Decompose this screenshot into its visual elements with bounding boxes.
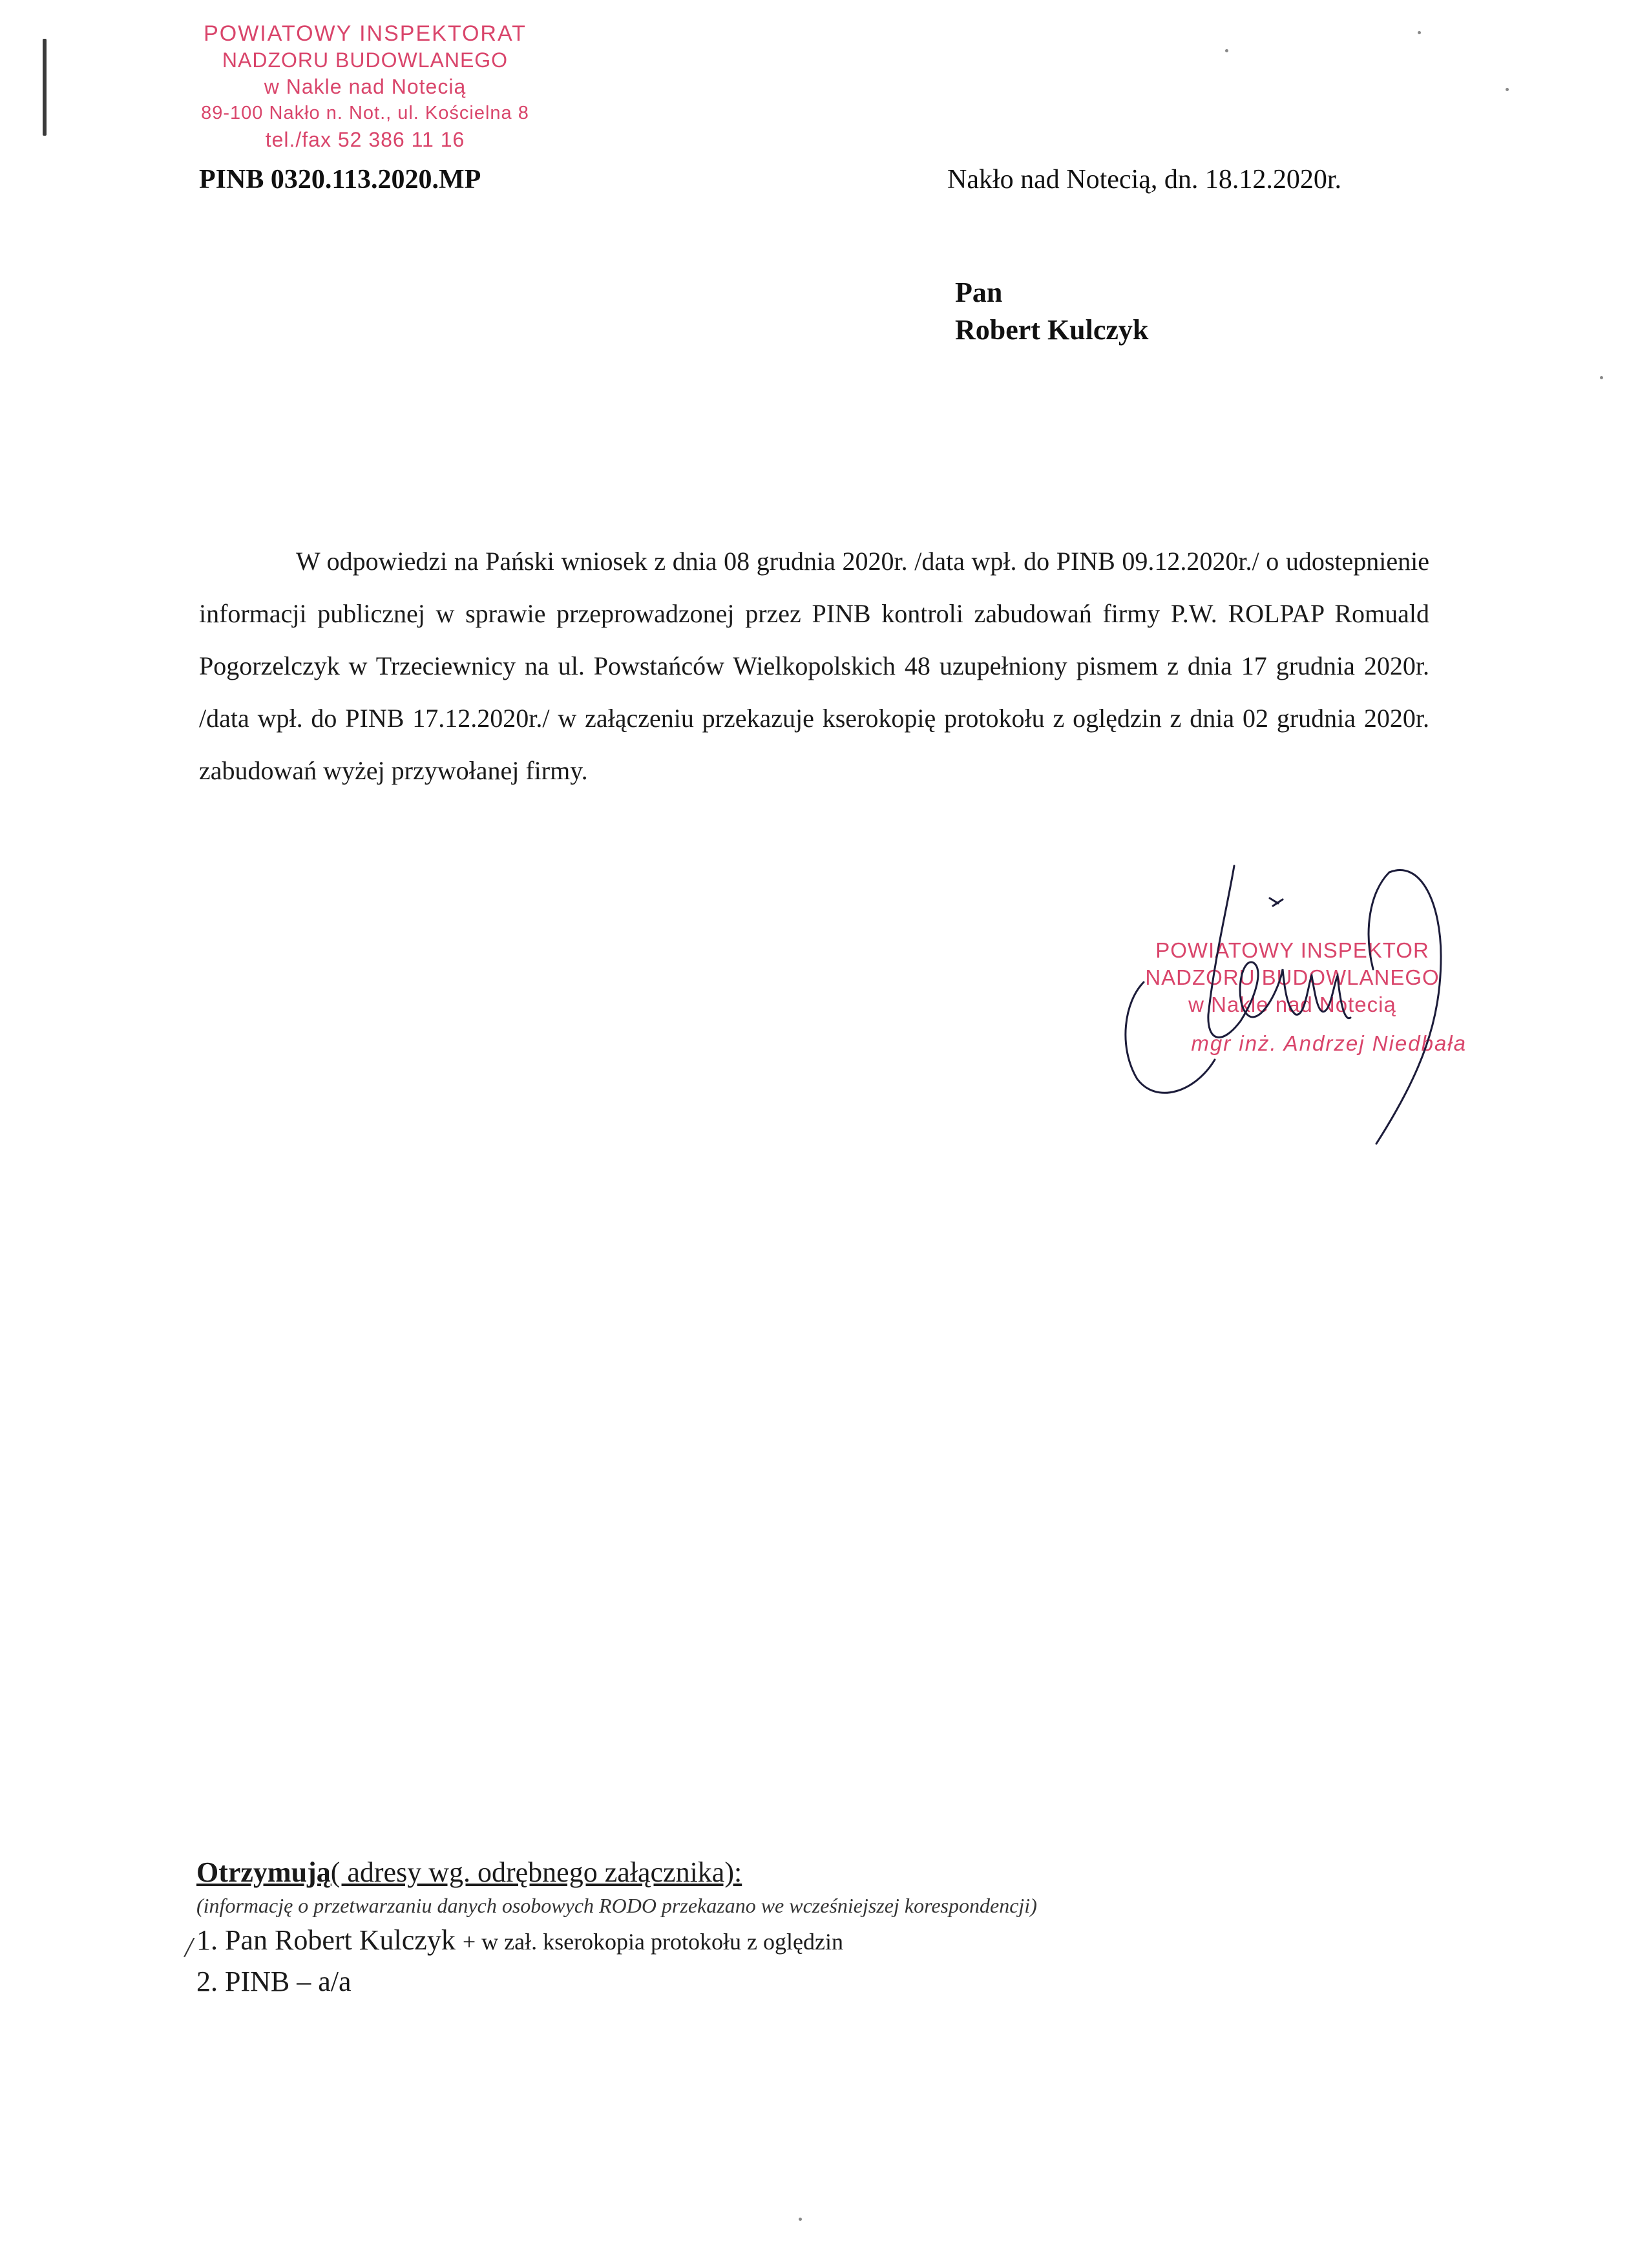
stamp-line: tel./fax 52 386 11 16 [265,128,465,151]
handwritten-check-mark: / [185,1931,193,1963]
distribution-heading [196,1854,1424,1891]
distribution-item [196,1920,1424,1962]
stamp-line: POWIATOWY INSPEKTORAT [204,21,527,46]
distribution-item-note: + w zał. kserokopia protokołu z oględzin [462,1929,843,1955]
distribution-item-main: 1. Pan Robert Kulczyk [196,1924,456,1956]
scan-speck [1600,376,1603,379]
reference-number: PINB 0320.113.2020.MP [199,165,481,194]
rodo-note: (informację o przetwarzaniu danych osobowych RODO przekazano we wcześniejszej korespondencji) [196,1894,1037,1917]
office-header-stamp [181,21,549,153]
scan-speck [1418,31,1421,34]
place-and-date: Nakło nad Notecią, dn. 18.12.2020r. [947,165,1342,194]
letter-paragraph: W odpowiedzi na Pański wniosek z dnia 08 grudnia 2020r. /data wpł. do PINB 09.12.2020r./ o udostepnienie informacji publicznej w sprawie przeprowadzonej przez PINB kontroli zabudowań firmy P.W. ROLPAP Romuald Pogorzelczyk w Trzeciewnicy na ul. Powstańców Wielkopolskich 48 uzupełniony pismem z dnia 17 grudnia 2020r. /data wpł. do PINB 17.12.2020r./ w załączeniu przekazuje kserokopię protokołu z oględzin z dnia 02 grudnia 2020r. zabudowań wyżej przywołanej firmy. [199,547,1429,785]
distribution-list [185,1854,1424,2002]
scan-speck [799,2218,802,2221]
signatory-name: mgr inż. Andrzej Niedbała [1191,1031,1467,1055]
stamp-line: w Nakle nad Notecią [264,75,467,98]
distribution-heading-rest: ( adresy wg. odrębnego załącznika): [330,1856,742,1888]
addressee-salutation: Pan [955,277,1003,308]
scan-speck [1225,49,1228,52]
scan-artifact-line [43,39,47,136]
distribution-item: 2. PINB – a/a [196,1966,352,1997]
stamp-line: POWIATOWY INSPEKTOR [1155,938,1429,962]
handwritten-signature [1118,853,1467,1163]
addressee-name: Robert Kulczyk [955,314,1149,346]
letter-body [199,535,1429,797]
stamp-line: NADZORU BUDOWLANEGO [222,48,509,72]
scan-speck [1506,88,1509,91]
stamp-line: 89-100 Nakło n. Not., ul. Kościelna 8 [201,103,529,123]
addressee-block [955,274,1148,349]
distribution-heading-bold: Otrzymują [196,1856,331,1888]
stamp-line: w Nakle nad Notecią [1188,992,1396,1016]
stamp-line: NADZORU BUDOWLANEGO [1145,965,1440,989]
